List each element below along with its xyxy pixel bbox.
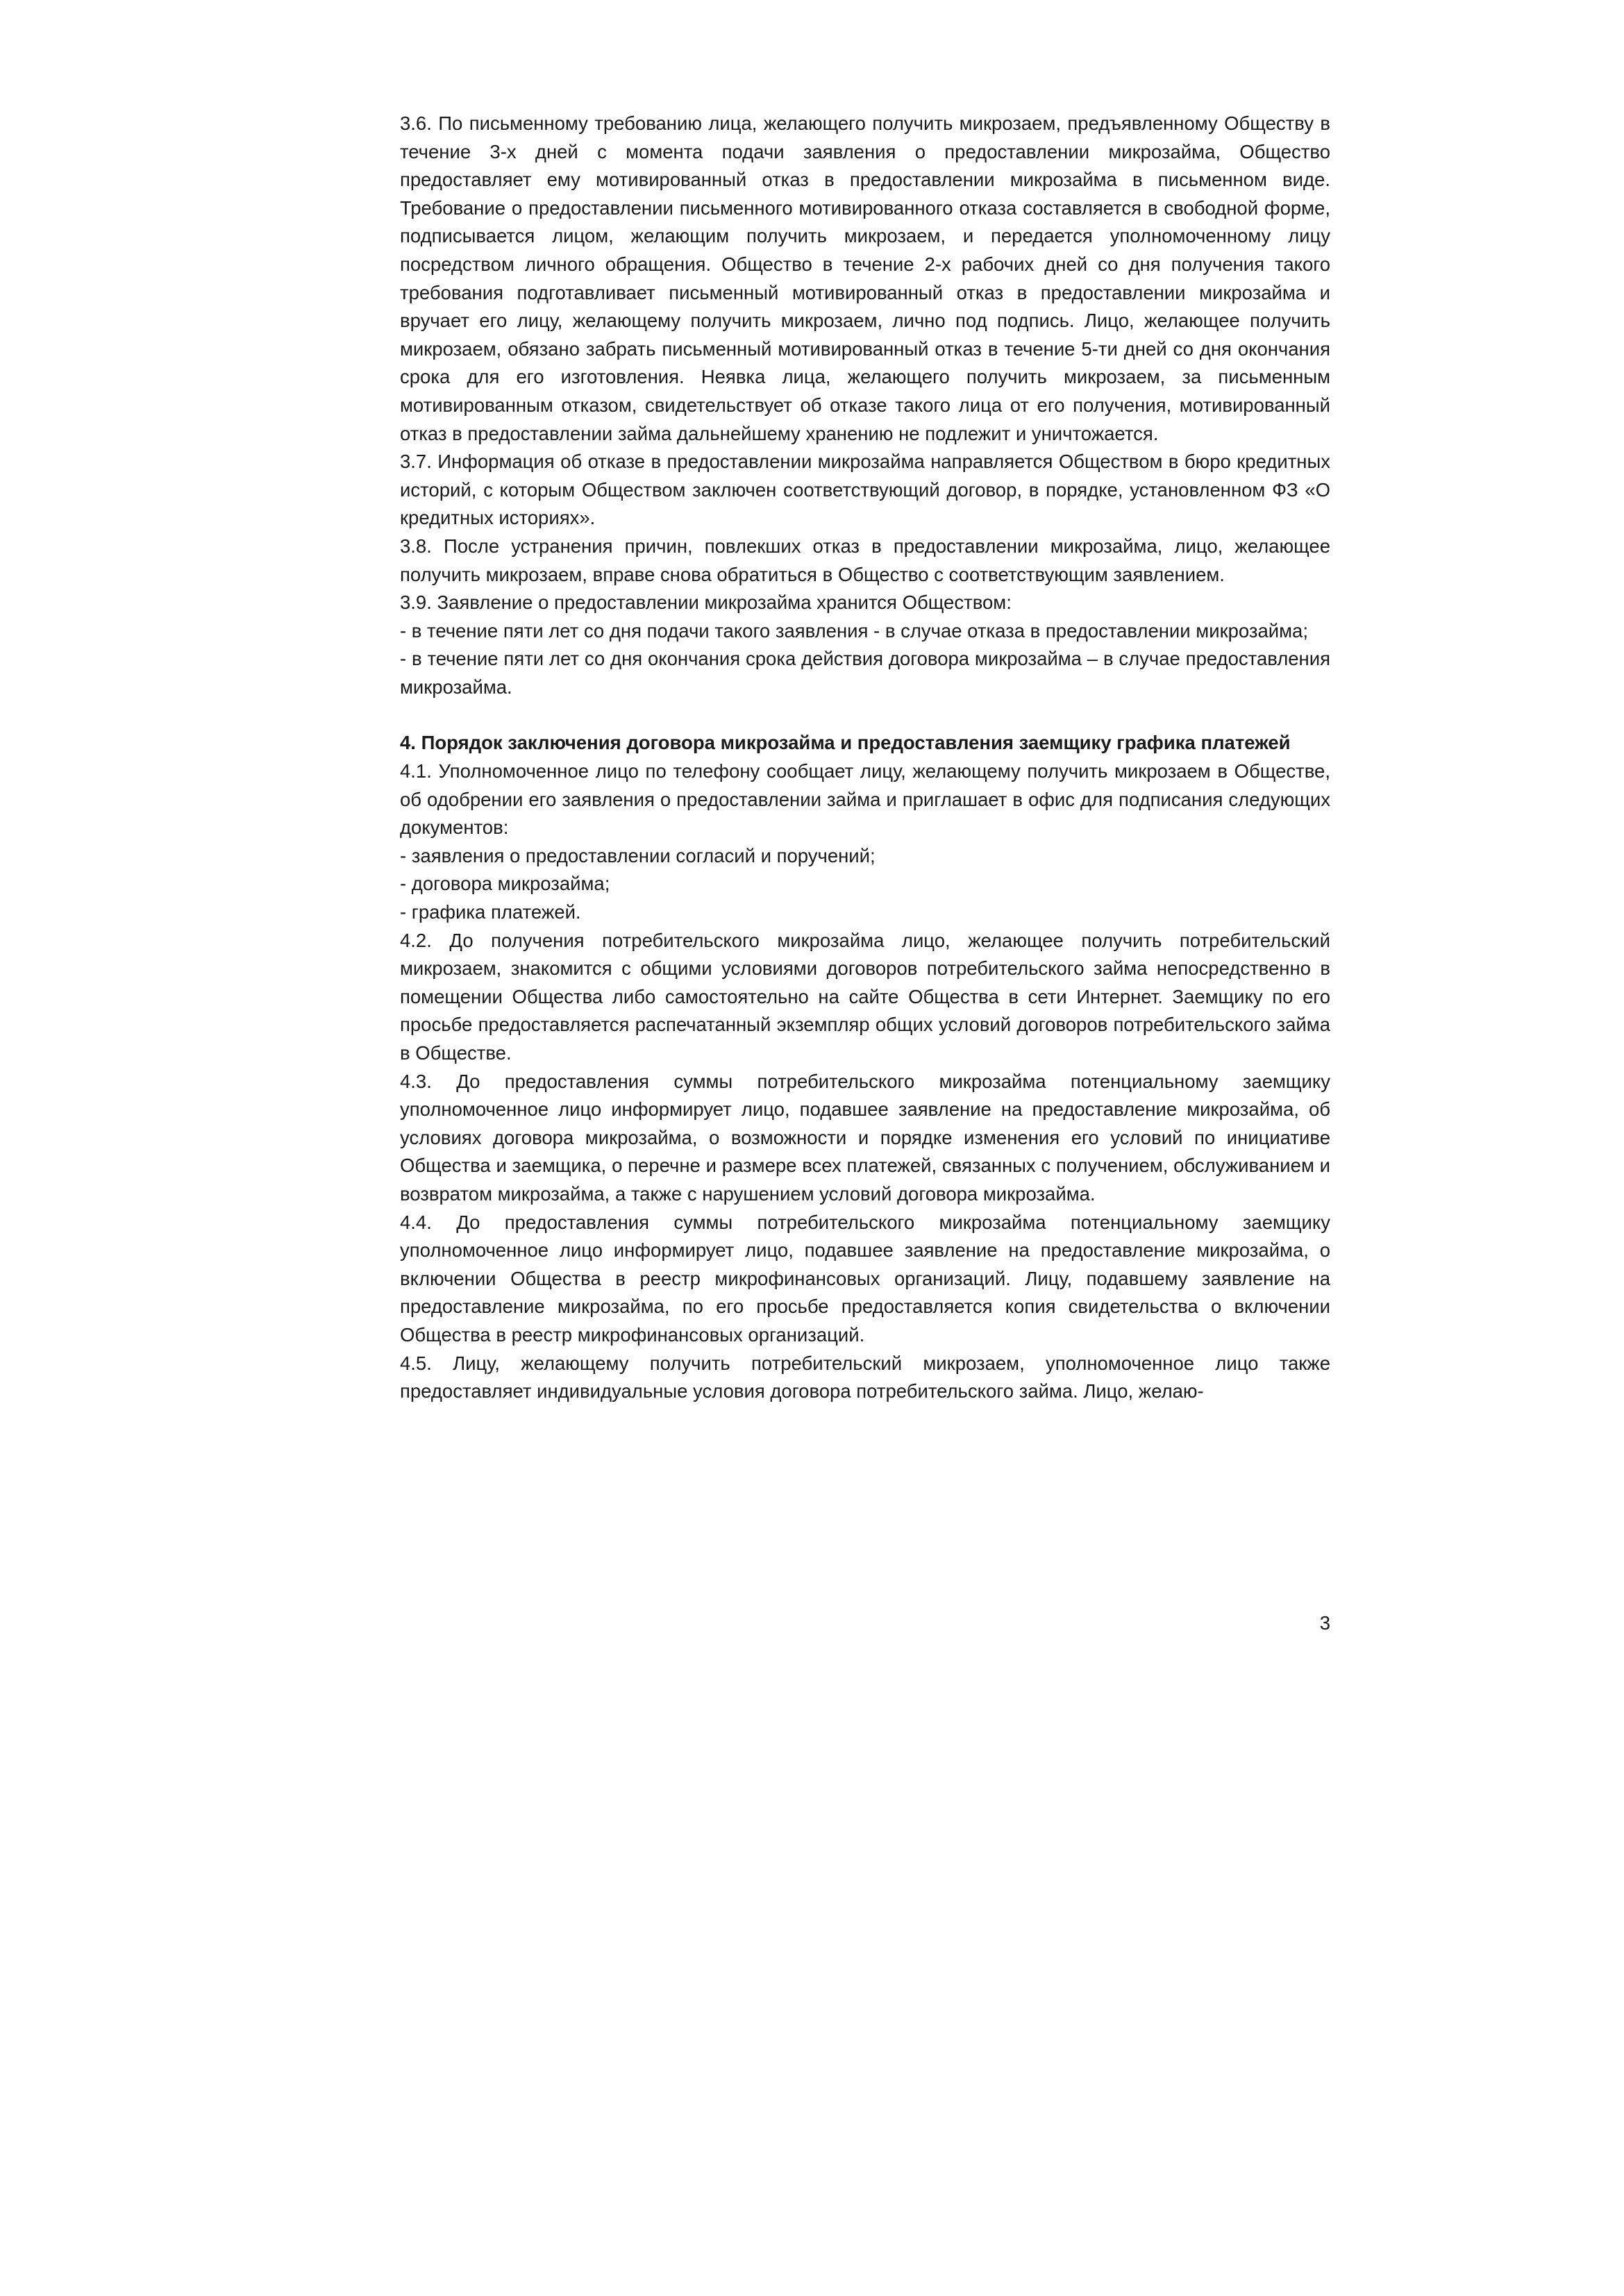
section-spacer bbox=[400, 701, 1330, 729]
paragraph-4-4: 4.4. До предоставления суммы потребительского микрозайма потенциальному заемщику уполномоченное лицо информирует лицо, подавшее заявление на предоставление микрозайма, о включении Общества в реестр микрофинансовых организаций. Лицу, подавшему заявление на предоставление микрозайма, по его просьбе предоставляется копия свидетельства о включении Общества в реестр микрофинансовых организаций. bbox=[400, 1211, 1330, 1346]
page-number: 3 bbox=[1319, 1612, 1330, 1634]
paragraph-3-8: 3.8. После устранения причин, повлекших отказ в предоставлении микрозайма, лицо, желающее получить микрозаем, вправе снова обратиться в Общество с соответствующим заявлением. bbox=[400, 535, 1330, 585]
paragraph-4-2: 4.2. До получения потребительского микрозайма лицо, желающее получить потребительский микрозаем, знакомится с общими условиями договоров потребительского займа непосредственно в помещении Общества либо самостоятельно на сайте Общества в сети Интернет. Заемщику по его просьбе предоставляется распечатанный экземпляр общих условий договоров потребительского займа в Обществе. bbox=[400, 929, 1330, 1064]
paragraph-3-9: 3.9. Заявление о предоставлении микрозайма хранится Обществом: bbox=[400, 592, 1012, 614]
paragraph-4-1-item-a: - заявления о предоставлении согласий и поручений; bbox=[400, 844, 876, 866]
document-body bbox=[400, 110, 1330, 1406]
paragraph-4-1-item-b: - договора микрозайма; bbox=[400, 873, 610, 895]
paragraph-4-5: 4.5. Лицу, желающему получить потребительский микрозаем, уполномоченное лицо также предоставляет индивидуальные условия договора потребительского займа. Лицо, желаю- bbox=[400, 1352, 1330, 1402]
paragraph-4-1-item-c: - графика платежей. bbox=[400, 901, 581, 923]
paragraph-3-7: 3.7. Информация об отказе в предоставлении микрозайма направляется Обществом в бюро кредитных историй, с которым Обществом заключен соответствующий договор, в порядке, установленном ФЗ «О кредитных историях». bbox=[400, 451, 1330, 529]
paragraph-4-3: 4.3. До предоставления суммы потребительского микрозайма потенциальному заемщику уполномоченное лицо информирует лицо, подавшее заявление на предоставление микрозайма, об условиях договора микрозайма, о возможности и порядке изменения его условий по инициативе Общества и заемщика, о перечне и размере всех платежей, связанных с получением, обслуживанием и возвратом микрозайма, а также с нарушением условий договора микрозайма. bbox=[400, 1070, 1330, 1205]
paragraph-3-9-item-b: - в течение пяти лет со дня окончания срока действия договора микрозайма – в случае предоставления микрозайма. bbox=[400, 648, 1330, 698]
section-4-heading: 4. Порядок заключения договора микрозайма и предоставления заемщику графика платежей bbox=[400, 732, 1291, 754]
paragraph-3-9-item-a: - в течение пяти лет со дня подачи такого заявления - в случае отказа в предоставлении микрозайма; bbox=[400, 619, 1308, 642]
paragraph-4-1: 4.1. Уполномоченное лицо по телефону сообщает лицу, желающему получить микрозаем в Обществе, об одобрении его заявления о предоставлении займа и приглашает в офис для подписания следующих документов: bbox=[400, 760, 1330, 839]
paragraph-3-6: 3.6. По письменному требованию лица, желающего получить микрозаем, предъявленному Обществу в течение 3-х дней с момента подачи заявления о предоставлении микрозайма, Общество предоставляет ему мотивированный отказ в предоставлении микрозайма в письменном виде. Требование о предоставлении письменного мотивированного отказа составляется в свободной форме, подписывается лицом, желающим получить микрозаем, и передается уполномоченному лицу посредством личного обращения. Общество в течение 2-х рабочих дней со дня получения такого требования подготавливает письменный мотивированный отказ в предоставлении микрозайма и вручает его лицу, желающему получить микрозаем, лично под подпись. Лицо, желающее получить микрозаем, обязано забрать письменный мотивированный отказ в течение 5-ти дней со дня окончания срока для его изготовления. Неявка лица, желающего получить микрозаем, за письменным мотивированным отказом, свидетельствует об отказе такого лица от его получения, мотивированный отказ в предоставлении займа дальнейшему хранению не подлежит и уничтожается. bbox=[400, 112, 1330, 444]
